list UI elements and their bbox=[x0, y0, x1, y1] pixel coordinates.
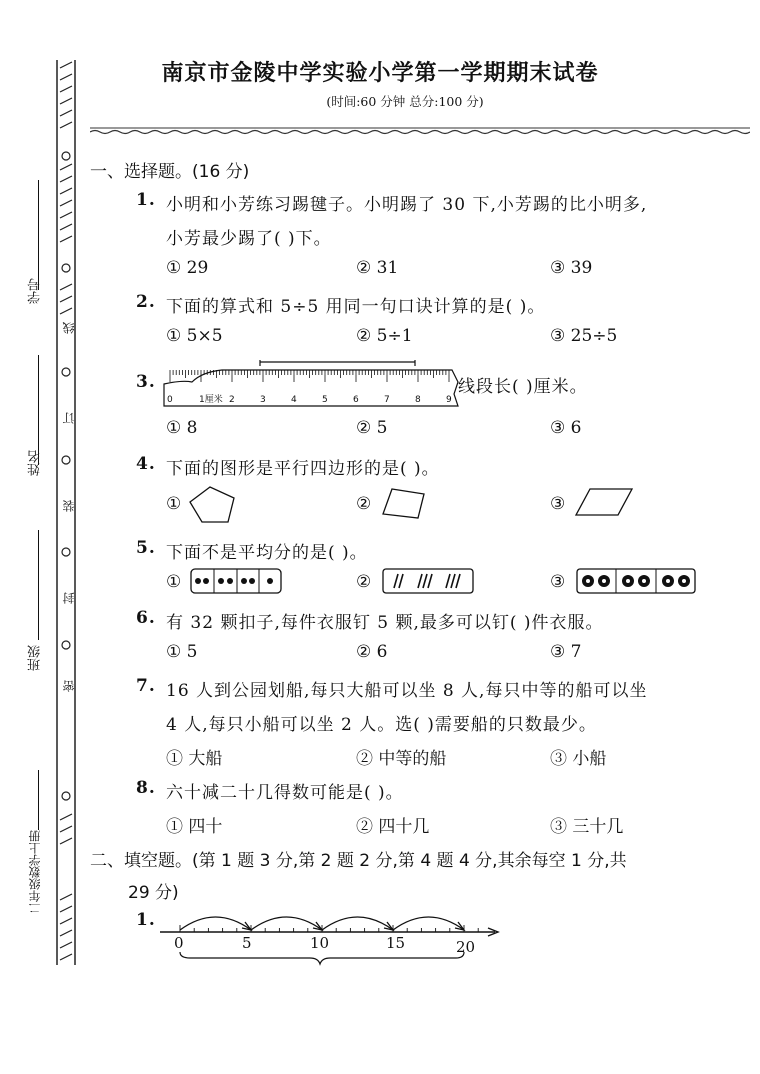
q3-option-a[interactable]: ① 8 bbox=[166, 418, 198, 438]
number-line-figure bbox=[160, 900, 505, 970]
section1-heading: 一、选择题。(16 分) bbox=[90, 162, 250, 182]
quadrilateral-shape-icon bbox=[380, 486, 430, 522]
q5-option-b[interactable]: ② bbox=[356, 572, 372, 592]
q6-option-a[interactable]: ① 5 bbox=[166, 642, 198, 662]
pentagon-shape-icon bbox=[188, 484, 238, 526]
q4-option-a[interactable]: ① bbox=[166, 494, 182, 514]
q8-text: 六十减二十几得数可能是( )。 bbox=[166, 783, 404, 803]
numberline-label-0: 0 bbox=[174, 934, 184, 952]
q3-option-b[interactable]: ② 5 bbox=[356, 418, 388, 438]
q7-number: 7. bbox=[136, 676, 156, 696]
q4-number: 4. bbox=[136, 454, 156, 474]
q6-text: 有 32 颗扣子,每件衣服钉 5 颗,最多可以钉( )件衣服。 bbox=[166, 613, 604, 633]
q3-text: 线段长( )厘米。 bbox=[458, 377, 588, 397]
q7-option-a[interactable]: ① 大船 bbox=[166, 749, 223, 769]
numberline-hop-arrowhead bbox=[242, 922, 251, 930]
q7-text: 16 人到公园划船,每只大船可以坐 8 人,每只中等的船可以坐 bbox=[166, 681, 648, 701]
ruler-tick-label: 1厘米 bbox=[199, 395, 223, 405]
numberline-hop-arrowhead bbox=[384, 922, 393, 930]
numberline-hop-arrowhead bbox=[455, 922, 464, 930]
seal-char-pack: 装 bbox=[62, 500, 76, 512]
q1-number: 1. bbox=[136, 190, 156, 210]
q1-option-b[interactable]: ② 31 bbox=[356, 258, 399, 278]
q1-option-c[interactable]: ③ 39 bbox=[550, 258, 593, 278]
numberline-label-5: 5 bbox=[242, 934, 252, 952]
section2-heading-line2: 29 分) bbox=[128, 883, 179, 903]
s2-q1-number: 1. bbox=[136, 910, 156, 930]
book-label: 二年级数学上册 bbox=[28, 830, 42, 914]
q4-option-c[interactable]: ③ bbox=[550, 494, 566, 514]
class-line[interactable] bbox=[38, 530, 40, 640]
q6-option-b[interactable]: ② 6 bbox=[356, 642, 388, 662]
seal-char-bind: 订 bbox=[62, 412, 76, 424]
section2-heading: 二、填空题。(第 1 题 3 分,第 2 题 2 分,第 4 题 4 分,其余每空 1 分,共 bbox=[90, 851, 627, 871]
name-label: 姓名 bbox=[28, 450, 43, 476]
q4-text: 下面的图形是平行四边形的是( )。 bbox=[166, 459, 440, 479]
numberline-hop-arc bbox=[251, 917, 322, 930]
numberline-hop-arc bbox=[393, 917, 464, 930]
q7-option-c[interactable]: ③ 小船 bbox=[550, 749, 607, 769]
stick-groups-icon bbox=[382, 568, 474, 594]
seal-char-secret: 密 bbox=[62, 680, 76, 692]
q3-option-c[interactable]: ③ 6 bbox=[550, 418, 582, 438]
q1-option-a[interactable]: ① 29 bbox=[166, 258, 209, 278]
q2-text: 下面的算式和 5÷5 用同一句口诀计算的是( )。 bbox=[166, 297, 546, 317]
q1-text: 小明和小芳练习踢毽子。小明踢了 30 下,小芳踢的比小明多, bbox=[166, 195, 648, 215]
q5-option-a[interactable]: ① bbox=[166, 572, 182, 592]
numberline-label-10: 10 bbox=[310, 934, 330, 952]
parallelogram-shape-icon bbox=[574, 486, 634, 518]
ruler-tick-label: 2 bbox=[229, 395, 235, 405]
ruler-tick-label: 4 bbox=[291, 395, 297, 405]
ruler-tick-label: 6 bbox=[353, 395, 359, 405]
q8-option-a[interactable]: ① 四十 bbox=[166, 817, 223, 837]
ruler-tick-label: 0 bbox=[167, 395, 173, 405]
q1-text-line2: 小芳最少踢了( )下。 bbox=[166, 229, 332, 249]
exam-subtitle: (时间:60 分钟 总分:100 分) bbox=[326, 94, 484, 109]
student-id-label: 学号 bbox=[28, 278, 43, 304]
ruler-tick-label: 3 bbox=[260, 395, 266, 405]
q4-option-b[interactable]: ② bbox=[356, 494, 372, 514]
class-label: 班级 bbox=[28, 645, 43, 671]
q5-number: 5. bbox=[136, 538, 156, 558]
numberline-hop-arc bbox=[322, 917, 393, 930]
ruler-tick-label: 7 bbox=[384, 395, 390, 405]
ruler-figure bbox=[162, 358, 462, 408]
student-id-line[interactable] bbox=[38, 180, 40, 290]
ruler-tick-label: 5 bbox=[322, 395, 328, 405]
q5-option-c[interactable]: ③ bbox=[550, 572, 566, 592]
numberline-hop-arc bbox=[180, 917, 251, 930]
q5-text: 下面不是平均分的是( )。 bbox=[166, 543, 368, 563]
q3-number: 3. bbox=[136, 372, 156, 392]
q6-number: 6. bbox=[136, 608, 156, 628]
seal-char-seal: 封 bbox=[62, 592, 76, 604]
numberline-label-15: 15 bbox=[386, 934, 406, 952]
flower-groups-icon bbox=[576, 568, 696, 594]
equal-groups-dice-icon bbox=[190, 568, 282, 594]
q2-option-c[interactable]: ③ 25÷5 bbox=[550, 326, 618, 346]
seal-char-line: 线 bbox=[62, 322, 76, 334]
q8-option-c[interactable]: ③ 三十几 bbox=[550, 817, 624, 837]
q8-option-b[interactable]: ② 四十几 bbox=[356, 817, 430, 837]
binding-margin-pattern bbox=[55, 60, 77, 965]
q8-number: 8. bbox=[136, 778, 156, 798]
header-wavy-rule bbox=[90, 126, 750, 136]
ruler-tick-label: 9 bbox=[446, 395, 452, 405]
name-line[interactable] bbox=[38, 355, 40, 465]
q6-option-c[interactable]: ③ 7 bbox=[550, 642, 582, 662]
ruler-tick-label: 8 bbox=[415, 395, 421, 405]
q7-option-b[interactable]: ② 中等的船 bbox=[356, 749, 447, 769]
numberline-hop-arrowhead bbox=[313, 922, 322, 930]
numberline-label-20: 20 bbox=[456, 938, 476, 956]
exam-title: 南京市金陵中学实验小学第一学期期末试卷 bbox=[161, 61, 599, 86]
q2-option-b[interactable]: ② 5÷1 bbox=[356, 326, 413, 346]
q2-option-a[interactable]: ① 5×5 bbox=[166, 326, 223, 346]
q2-number: 2. bbox=[136, 292, 156, 312]
book-line bbox=[38, 770, 40, 830]
q7-text-line2: 4 人,每只小船可以坐 2 人。选( )需要船的只数最少。 bbox=[166, 715, 597, 735]
